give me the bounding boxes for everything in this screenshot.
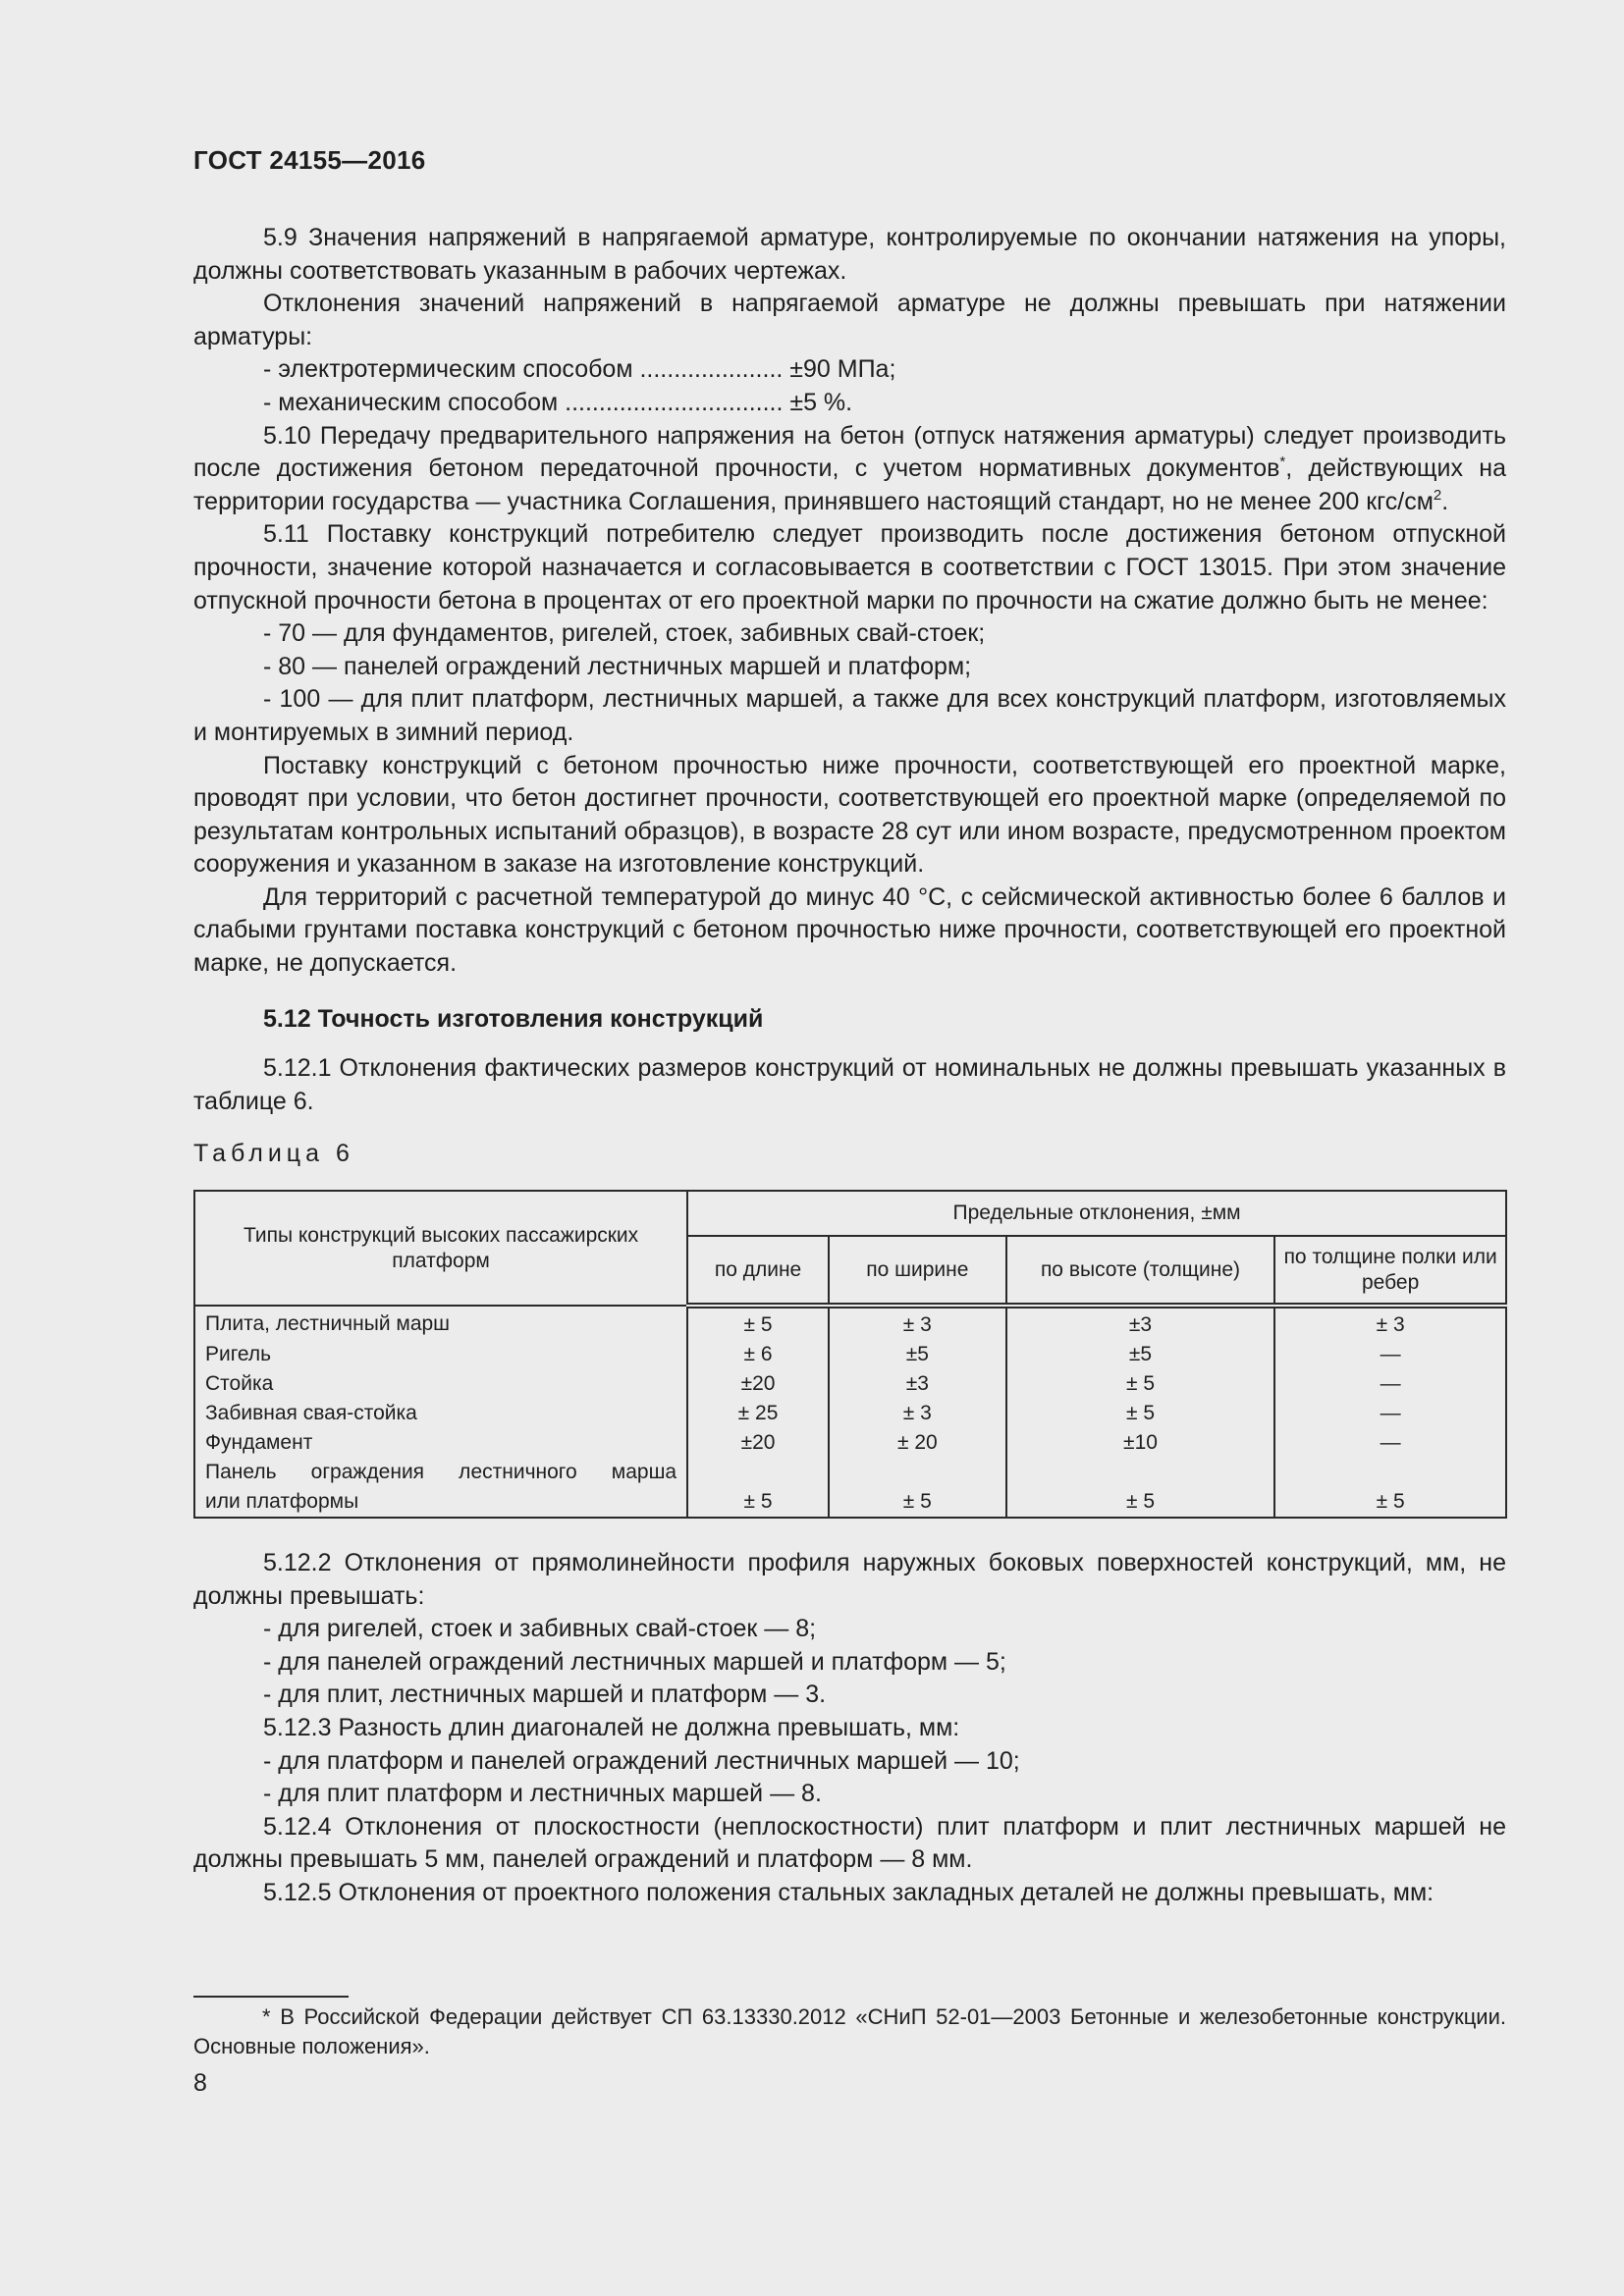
footnote-marker: * <box>1279 454 1286 471</box>
table-cell: ± 3 <box>1274 1306 1506 1340</box>
table-cell-type: Плита, лестничный марш <box>194 1306 687 1340</box>
table-cell: ± 20 <box>829 1428 1006 1458</box>
paragraph-5-12-4: 5.12.4 Отклонения от плоскостности (неплоскостности) плит платформ и плит лестничных маршей не должны превышать 5 мм, панелей ограждений и платформ — 8 мм. <box>193 1812 1506 1874</box>
table-row <box>194 1306 1506 1340</box>
paragraph-5-10 <box>193 420 1506 519</box>
table-cell-type <box>194 1458 687 1518</box>
table-cell: ± 5 <box>1006 1369 1275 1399</box>
table-cell: ±3 <box>1006 1306 1275 1340</box>
text-run: . <box>1441 487 1449 515</box>
list-item: - для плит, лестничных маршей и платформ — 3. <box>263 1681 827 1709</box>
table-caption: Таблица 6 <box>193 1140 354 1168</box>
table-cell-type: Ригель <box>194 1340 687 1369</box>
list-item: - для ригелей, стоек и забивных свай-стоек — 8; <box>263 1615 817 1643</box>
table-row <box>194 1399 1506 1428</box>
table-cell: ±5 <box>829 1340 1006 1369</box>
list-item: - для панелей ограждений лестничных маршей и платформ — 5; <box>263 1647 1006 1676</box>
table-cell: ± 5 <box>687 1458 829 1518</box>
footnote-text: В Российской Федерации действует СП 63.13330.2012 «СНиП 52-01—2003 Бетонные и железобетонные конструкции. Основные положения». <box>193 2004 1506 2058</box>
table-cell: ± 5 <box>1274 1458 1506 1518</box>
paragraph-5-12-1: 5.12.1 Отклонения фактических размеров конструкций от номинальных не должны превышать указанных в таблице 6. <box>193 1054 1506 1115</box>
table-cell-type: Забивная свая-стойка <box>194 1399 687 1428</box>
table-cell: ±3 <box>829 1369 1006 1399</box>
paragraph-5-9-deviations: Отклонения значений напряжений в напрягаемой арматуре не должны превышать при натяжении арматуры: <box>193 290 1506 350</box>
table-cell: ±5 <box>1006 1340 1275 1369</box>
footnote-marker: * <box>262 2004 271 2029</box>
footnote <box>193 2002 1506 2061</box>
tolerance-table <box>193 1190 1507 1519</box>
table-cell: ±20 <box>687 1428 829 1458</box>
list-item: - 80 — панелей ограждений лестничных маршей и платформ; <box>263 652 972 680</box>
table-cell: — <box>1274 1369 1506 1399</box>
table-cell-type-line: или платформы <box>205 1490 359 1514</box>
paragraph-5-12-2: 5.12.2 Отклонения от прямолинейности профиля наружных боковых поверхностей конструкций, мм, не должны превышать: <box>193 1549 1506 1610</box>
table-cell: ± 5 <box>829 1458 1006 1518</box>
table-cell-type-line: Панель ограждения лестничного марша <box>205 1461 677 1484</box>
table-row <box>194 1340 1506 1369</box>
table-cell: ± 3 <box>829 1306 1006 1340</box>
table-header-width: по ширине <box>829 1236 1006 1306</box>
footnote-separator <box>193 1996 349 1998</box>
paragraph-5-11: 5.11 Поставку конструкций потребителю следует производить после достижения бетоном отпускной прочности, значение которой назначается и согласовывается в соответствии с ГОСТ 13015. При этом значение отпускной прочности бетона в процентах от его проектной марки по прочности на сжатие должно быть не менее: <box>193 520 1506 614</box>
paragraph-5-9: 5.9 Значения напряжений в напрягаемой арматуре, контролируемые по окончании натяжения на упоры, должны соответствовать указанным в рабочих чертежах. <box>193 224 1506 285</box>
superscript: 2 <box>1433 486 1442 504</box>
table-cell: — <box>1274 1428 1506 1458</box>
paragraph-5-11-territories: Для территорий с расчетной температурой до минус 40 °С, с сейсмической активностью более 6 баллов и слабыми грунтами поставка конструкций с бетоном прочностью ниже прочности, соответствующей его проектной марке, не допускается. <box>193 882 1506 978</box>
table-header-flange: по толщине полки или ребер <box>1274 1236 1506 1306</box>
list-item: - 100 — для плит платформ, лестничных маршей, а также для всех конструкций платформ, изготовляемых и монтируемых в зимний период. <box>193 685 1506 746</box>
table-cell: — <box>1274 1340 1506 1369</box>
list-item: - механическим способом ................................ ±5 %. <box>263 388 853 416</box>
table-cell: — <box>1274 1399 1506 1428</box>
section-heading-5-12: 5.12 Точность изготовления конструкций <box>263 1004 764 1033</box>
paragraph-5-12-5: 5.12.5 Отклонения от проектного положения стальных закладных деталей не должны превышать, мм: <box>263 1878 1435 1906</box>
table-cell: ± 25 <box>687 1399 829 1428</box>
list-item: - для плит платформ и лестничных маршей — 8. <box>263 1780 822 1808</box>
text-run: , действующих на территории государства — участника Соглашения, принявшего настоящий стандарт, но не менее 200 кгс/см <box>193 454 1506 515</box>
paragraph-5-11-delivery: Поставку конструкций с бетоном прочностью ниже прочности, соответствующей его проектной марке, проводят при условии, что бетон достигнет прочности, соответствующей его проектной марке (определяемой по результатам контрольных испытаний образцов), в возрасте 28 сут или ином возрасте, предусмотренном проектом сооружения и указанном в заказе на изготовление конструкций. <box>193 751 1506 879</box>
page-content <box>193 222 1506 1910</box>
table-cell: ± 3 <box>829 1399 1006 1428</box>
table-row <box>194 1458 1506 1518</box>
table-cell: ± 5 <box>1006 1458 1275 1518</box>
page-number: 8 <box>193 2069 207 2097</box>
table-cell: ±10 <box>1006 1428 1275 1458</box>
table-cell: ± 5 <box>687 1306 829 1340</box>
table-header-length: по длине <box>687 1236 829 1306</box>
table-cell: ± 5 <box>1006 1399 1275 1428</box>
table-header-height: по высоте (толщине) <box>1006 1236 1275 1306</box>
table-cell-type: Фундамент <box>194 1428 687 1458</box>
table-row <box>194 1428 1506 1458</box>
list-item: - для платформ и панелей ограждений лестничных маршей — 10; <box>263 1746 1020 1775</box>
list-item: - электротермическим способом ..................... ±90 МПа; <box>263 355 896 384</box>
paragraph-5-12-3: 5.12.3 Разность длин диагоналей не должна превышать, мм: <box>263 1714 960 1741</box>
table-cell: ± 6 <box>687 1340 829 1369</box>
text-run: 5.10 Передачу предварительного напряжения на бетон (отпуск натяжения арматуры) следует производить после достижения бетоном передаточной прочности, с учетом нормативных документов <box>193 421 1506 483</box>
table-cell-type: Стойка <box>194 1369 687 1399</box>
table-row <box>194 1369 1506 1399</box>
document-header: ГОСТ 24155—2016 <box>193 145 426 175</box>
table-header-type: Типы конструкций высоких пассажирских платформ <box>194 1191 687 1306</box>
table-cell: ±20 <box>687 1369 829 1399</box>
table-header-group: Предельные отклонения, ±мм <box>687 1191 1506 1236</box>
list-item: - 70 — для фундаментов, ригелей, стоек, забивных свай-стоек; <box>263 619 986 648</box>
